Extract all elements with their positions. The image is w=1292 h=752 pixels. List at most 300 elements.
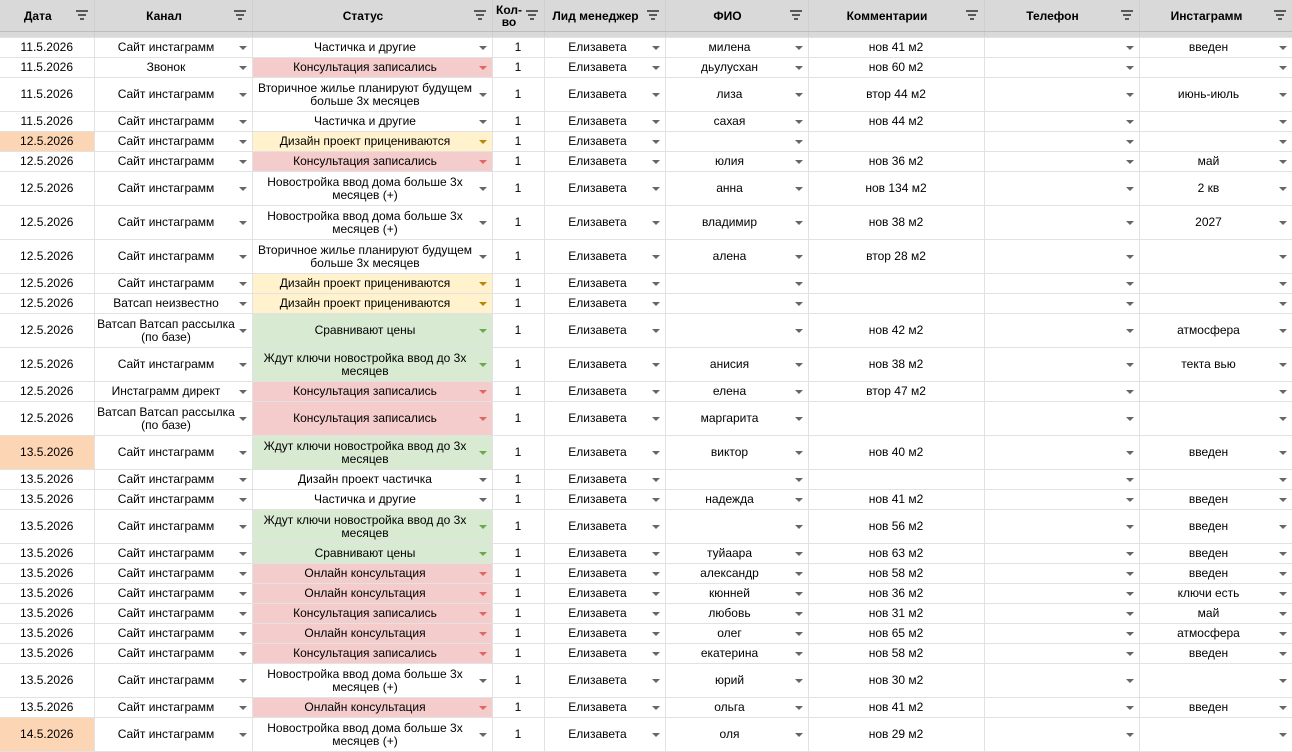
cell-phone[interactable] [984, 132, 1139, 152]
dropdown-arrow-icon[interactable] [1279, 329, 1287, 333]
dropdown-arrow-icon[interactable] [652, 679, 660, 683]
dropdown-arrow-icon[interactable] [652, 187, 660, 191]
cell-phone[interactable] [984, 402, 1139, 436]
cell-phone[interactable] [984, 348, 1139, 382]
cell-manager[interactable] [544, 544, 665, 564]
cell-name[interactable] [665, 294, 808, 314]
cell-name[interactable] [665, 624, 808, 644]
cell-comment[interactable] [808, 58, 984, 78]
cell-phone[interactable] [984, 718, 1139, 752]
dropdown-arrow-icon[interactable] [479, 612, 487, 616]
cell-status[interactable] [252, 470, 492, 490]
cell-comment[interactable] [808, 624, 984, 644]
cell-comment[interactable] [808, 718, 984, 752]
dropdown-arrow-icon[interactable] [795, 329, 803, 333]
dropdown-arrow-icon[interactable] [1279, 498, 1287, 502]
cell-manager[interactable] [544, 58, 665, 78]
cell-name[interactable] [665, 78, 808, 112]
column-header-channel[interactable] [94, 0, 252, 32]
cell-comment[interactable] [808, 470, 984, 490]
cell-name[interactable] [665, 58, 808, 78]
dropdown-arrow-icon[interactable] [239, 733, 247, 737]
cell-insta[interactable] [1139, 698, 1292, 718]
dropdown-arrow-icon[interactable] [652, 93, 660, 97]
dropdown-arrow-icon[interactable] [795, 302, 803, 306]
cell-channel[interactable] [94, 436, 252, 470]
cell-date[interactable] [0, 240, 94, 274]
cell-name[interactable] [665, 490, 808, 510]
cell-manager[interactable] [544, 132, 665, 152]
dropdown-arrow-icon[interactable] [1126, 733, 1134, 737]
dropdown-arrow-icon[interactable] [652, 390, 660, 394]
dropdown-arrow-icon[interactable] [239, 572, 247, 576]
dropdown-arrow-icon[interactable] [795, 93, 803, 97]
cell-insta[interactable] [1139, 58, 1292, 78]
dropdown-arrow-icon[interactable] [795, 46, 803, 50]
dropdown-arrow-icon[interactable] [795, 451, 803, 455]
dropdown-arrow-icon[interactable] [239, 390, 247, 394]
cell-channel[interactable] [94, 584, 252, 604]
cell-phone[interactable] [984, 240, 1139, 274]
dropdown-arrow-icon[interactable] [1279, 255, 1287, 259]
dropdown-arrow-icon[interactable] [652, 66, 660, 70]
dropdown-arrow-icon[interactable] [239, 140, 247, 144]
dropdown-arrow-icon[interactable] [1279, 363, 1287, 367]
dropdown-arrow-icon[interactable] [479, 120, 487, 124]
cell-comment[interactable] [808, 510, 984, 544]
dropdown-arrow-icon[interactable] [1126, 552, 1134, 556]
dropdown-arrow-icon[interactable] [239, 592, 247, 596]
cell-status[interactable] [252, 78, 492, 112]
cell-insta[interactable] [1139, 132, 1292, 152]
cell-channel[interactable] [94, 274, 252, 294]
cell-channel[interactable] [94, 544, 252, 564]
cell-channel[interactable] [94, 698, 252, 718]
dropdown-arrow-icon[interactable] [795, 140, 803, 144]
cell-comment[interactable] [808, 132, 984, 152]
cell-status[interactable] [252, 644, 492, 664]
cell-count[interactable] [492, 78, 544, 112]
dropdown-arrow-icon[interactable] [239, 221, 247, 225]
dropdown-arrow-icon[interactable] [239, 282, 247, 286]
dropdown-arrow-icon[interactable] [1126, 632, 1134, 636]
cell-insta[interactable] [1139, 348, 1292, 382]
dropdown-arrow-icon[interactable] [479, 160, 487, 164]
dropdown-arrow-icon[interactable] [1279, 282, 1287, 286]
dropdown-arrow-icon[interactable] [795, 525, 803, 529]
cell-channel[interactable] [94, 718, 252, 752]
cell-date[interactable] [0, 698, 94, 718]
cell-comment[interactable] [808, 112, 984, 132]
dropdown-arrow-icon[interactable] [652, 221, 660, 225]
dropdown-arrow-icon[interactable] [479, 552, 487, 556]
cell-count[interactable] [492, 402, 544, 436]
filter-icon[interactable] [1121, 10, 1133, 20]
dropdown-arrow-icon[interactable] [795, 498, 803, 502]
cell-channel[interactable] [94, 664, 252, 698]
cell-comment[interactable] [808, 314, 984, 348]
dropdown-arrow-icon[interactable] [652, 255, 660, 259]
cell-phone[interactable] [984, 314, 1139, 348]
cell-name[interactable] [665, 402, 808, 436]
cell-manager[interactable] [544, 470, 665, 490]
dropdown-arrow-icon[interactable] [652, 302, 660, 306]
cell-phone[interactable] [984, 470, 1139, 490]
cell-insta[interactable] [1139, 470, 1292, 490]
cell-phone[interactable] [984, 604, 1139, 624]
dropdown-arrow-icon[interactable] [795, 679, 803, 683]
cell-status[interactable] [252, 664, 492, 698]
cell-channel[interactable] [94, 58, 252, 78]
filter-icon[interactable] [647, 10, 659, 20]
cell-phone[interactable] [984, 382, 1139, 402]
cell-date[interactable] [0, 38, 94, 58]
cell-count[interactable] [492, 38, 544, 58]
cell-phone[interactable] [984, 38, 1139, 58]
dropdown-arrow-icon[interactable] [652, 282, 660, 286]
cell-date[interactable] [0, 382, 94, 402]
cell-date[interactable] [0, 132, 94, 152]
cell-status[interactable] [252, 240, 492, 274]
dropdown-arrow-icon[interactable] [1126, 478, 1134, 482]
cell-channel[interactable] [94, 78, 252, 112]
filter-icon[interactable] [234, 10, 246, 20]
cell-phone[interactable] [984, 436, 1139, 470]
cell-status[interactable] [252, 294, 492, 314]
cell-status[interactable] [252, 490, 492, 510]
cell-manager[interactable] [544, 240, 665, 274]
cell-name[interactable] [665, 348, 808, 382]
cell-count[interactable] [492, 112, 544, 132]
column-header-instagram[interactable] [1139, 0, 1292, 32]
cell-comment[interactable] [808, 78, 984, 112]
cell-comment[interactable] [808, 206, 984, 240]
cell-date[interactable] [0, 544, 94, 564]
dropdown-arrow-icon[interactable] [1126, 592, 1134, 596]
cell-count[interactable] [492, 314, 544, 348]
dropdown-arrow-icon[interactable] [1279, 525, 1287, 529]
dropdown-arrow-icon[interactable] [239, 552, 247, 556]
dropdown-arrow-icon[interactable] [1126, 46, 1134, 50]
cell-insta[interactable] [1139, 382, 1292, 402]
dropdown-arrow-icon[interactable] [1126, 187, 1134, 191]
dropdown-arrow-icon[interactable] [1126, 363, 1134, 367]
dropdown-arrow-icon[interactable] [652, 363, 660, 367]
dropdown-arrow-icon[interactable] [1126, 255, 1134, 259]
dropdown-arrow-icon[interactable] [1126, 390, 1134, 394]
cell-insta[interactable] [1139, 294, 1292, 314]
dropdown-arrow-icon[interactable] [1126, 498, 1134, 502]
cell-phone[interactable] [984, 294, 1139, 314]
cell-count[interactable] [492, 172, 544, 206]
dropdown-arrow-icon[interactable] [239, 187, 247, 191]
dropdown-arrow-icon[interactable] [652, 451, 660, 455]
dropdown-arrow-icon[interactable] [239, 652, 247, 656]
cell-date[interactable] [0, 112, 94, 132]
cell-name[interactable] [665, 314, 808, 348]
cell-insta[interactable] [1139, 436, 1292, 470]
cell-insta[interactable] [1139, 644, 1292, 664]
cell-date[interactable] [0, 564, 94, 584]
cell-count[interactable] [492, 624, 544, 644]
cell-date[interactable] [0, 348, 94, 382]
cell-status[interactable] [252, 314, 492, 348]
dropdown-arrow-icon[interactable] [652, 733, 660, 737]
cell-date[interactable] [0, 152, 94, 172]
dropdown-arrow-icon[interactable] [479, 652, 487, 656]
cell-channel[interactable] [94, 564, 252, 584]
cell-status[interactable] [252, 132, 492, 152]
cell-manager[interactable] [544, 78, 665, 112]
dropdown-arrow-icon[interactable] [652, 417, 660, 421]
dropdown-arrow-icon[interactable] [795, 552, 803, 556]
cell-insta[interactable] [1139, 38, 1292, 58]
cell-channel[interactable] [94, 382, 252, 402]
dropdown-arrow-icon[interactable] [795, 733, 803, 737]
cell-phone[interactable] [984, 624, 1139, 644]
cell-channel[interactable] [94, 490, 252, 510]
cell-phone[interactable] [984, 644, 1139, 664]
cell-count[interactable] [492, 604, 544, 624]
dropdown-arrow-icon[interactable] [479, 363, 487, 367]
cell-insta[interactable] [1139, 584, 1292, 604]
cell-name[interactable] [665, 698, 808, 718]
cell-channel[interactable] [94, 402, 252, 436]
dropdown-arrow-icon[interactable] [1279, 120, 1287, 124]
cell-status[interactable] [252, 172, 492, 206]
cell-status[interactable] [252, 402, 492, 436]
cell-phone[interactable] [984, 152, 1139, 172]
column-header-count[interactable] [492, 0, 544, 32]
cell-manager[interactable] [544, 564, 665, 584]
cell-date[interactable] [0, 58, 94, 78]
dropdown-arrow-icon[interactable] [1279, 572, 1287, 576]
cell-manager[interactable] [544, 584, 665, 604]
cell-insta[interactable] [1139, 510, 1292, 544]
cell-phone[interactable] [984, 564, 1139, 584]
dropdown-arrow-icon[interactable] [479, 478, 487, 482]
dropdown-arrow-icon[interactable] [795, 652, 803, 656]
cell-date[interactable] [0, 664, 94, 698]
cell-phone[interactable] [984, 698, 1139, 718]
dropdown-arrow-icon[interactable] [239, 66, 247, 70]
cell-comment[interactable] [808, 274, 984, 294]
dropdown-arrow-icon[interactable] [1279, 160, 1287, 164]
cell-phone[interactable] [984, 584, 1139, 604]
cell-name[interactable] [665, 718, 808, 752]
dropdown-arrow-icon[interactable] [795, 282, 803, 286]
cell-status[interactable] [252, 112, 492, 132]
cell-phone[interactable] [984, 544, 1139, 564]
cell-manager[interactable] [544, 624, 665, 644]
cell-count[interactable] [492, 544, 544, 564]
dropdown-arrow-icon[interactable] [479, 282, 487, 286]
cell-count[interactable] [492, 274, 544, 294]
cell-manager[interactable] [544, 402, 665, 436]
dropdown-arrow-icon[interactable] [1126, 302, 1134, 306]
dropdown-arrow-icon[interactable] [1126, 93, 1134, 97]
cell-insta[interactable] [1139, 718, 1292, 752]
cell-insta[interactable] [1139, 206, 1292, 240]
cell-phone[interactable] [984, 664, 1139, 698]
cell-status[interactable] [252, 382, 492, 402]
cell-insta[interactable] [1139, 664, 1292, 698]
dropdown-arrow-icon[interactable] [1279, 592, 1287, 596]
cell-count[interactable] [492, 490, 544, 510]
dropdown-arrow-icon[interactable] [795, 417, 803, 421]
dropdown-arrow-icon[interactable] [1279, 632, 1287, 636]
cell-comment[interactable] [808, 152, 984, 172]
dropdown-arrow-icon[interactable] [479, 255, 487, 259]
dropdown-arrow-icon[interactable] [795, 160, 803, 164]
dropdown-arrow-icon[interactable] [795, 255, 803, 259]
cell-status[interactable] [252, 348, 492, 382]
dropdown-arrow-icon[interactable] [1279, 66, 1287, 70]
dropdown-arrow-icon[interactable] [239, 46, 247, 50]
filter-icon[interactable] [790, 10, 802, 20]
cell-manager[interactable] [544, 152, 665, 172]
cell-comment[interactable] [808, 544, 984, 564]
cell-insta[interactable] [1139, 604, 1292, 624]
cell-insta[interactable] [1139, 274, 1292, 294]
dropdown-arrow-icon[interactable] [479, 93, 487, 97]
dropdown-arrow-icon[interactable] [479, 706, 487, 710]
cell-name[interactable] [665, 382, 808, 402]
dropdown-arrow-icon[interactable] [1279, 93, 1287, 97]
cell-manager[interactable] [544, 172, 665, 206]
cell-date[interactable] [0, 584, 94, 604]
cell-status[interactable] [252, 206, 492, 240]
cell-manager[interactable] [544, 718, 665, 752]
dropdown-arrow-icon[interactable] [652, 592, 660, 596]
cell-count[interactable] [492, 510, 544, 544]
cell-phone[interactable] [984, 206, 1139, 240]
cell-channel[interactable] [94, 112, 252, 132]
dropdown-arrow-icon[interactable] [1279, 612, 1287, 616]
dropdown-arrow-icon[interactable] [239, 478, 247, 482]
cell-status[interactable] [252, 274, 492, 294]
dropdown-arrow-icon[interactable] [652, 612, 660, 616]
cell-manager[interactable] [544, 644, 665, 664]
cell-comment[interactable] [808, 402, 984, 436]
dropdown-arrow-icon[interactable] [652, 652, 660, 656]
cell-manager[interactable] [544, 382, 665, 402]
cell-date[interactable] [0, 294, 94, 314]
dropdown-arrow-icon[interactable] [1279, 302, 1287, 306]
cell-name[interactable] [665, 584, 808, 604]
cell-insta[interactable] [1139, 172, 1292, 206]
cell-name[interactable] [665, 38, 808, 58]
dropdown-arrow-icon[interactable] [1126, 120, 1134, 124]
dropdown-arrow-icon[interactable] [239, 632, 247, 636]
cell-insta[interactable] [1139, 112, 1292, 132]
cell-comment[interactable] [808, 564, 984, 584]
cell-phone[interactable] [984, 78, 1139, 112]
cell-manager[interactable] [544, 604, 665, 624]
dropdown-arrow-icon[interactable] [795, 66, 803, 70]
dropdown-arrow-icon[interactable] [795, 363, 803, 367]
cell-insta[interactable] [1139, 624, 1292, 644]
dropdown-arrow-icon[interactable] [239, 706, 247, 710]
cell-date[interactable] [0, 624, 94, 644]
cell-manager[interactable] [544, 490, 665, 510]
cell-comment[interactable] [808, 584, 984, 604]
cell-name[interactable] [665, 664, 808, 698]
dropdown-arrow-icon[interactable] [795, 592, 803, 596]
dropdown-arrow-icon[interactable] [1279, 417, 1287, 421]
filter-icon[interactable] [966, 10, 978, 20]
dropdown-arrow-icon[interactable] [239, 255, 247, 259]
cell-comment[interactable] [808, 698, 984, 718]
cell-manager[interactable] [544, 274, 665, 294]
cell-manager[interactable] [544, 664, 665, 698]
dropdown-arrow-icon[interactable] [1279, 221, 1287, 225]
filter-icon[interactable] [76, 10, 88, 20]
dropdown-arrow-icon[interactable] [652, 552, 660, 556]
dropdown-arrow-icon[interactable] [1279, 706, 1287, 710]
cell-count[interactable] [492, 470, 544, 490]
dropdown-arrow-icon[interactable] [239, 302, 247, 306]
cell-manager[interactable] [544, 206, 665, 240]
dropdown-arrow-icon[interactable] [1126, 140, 1134, 144]
column-header-comment[interactable] [808, 0, 984, 32]
cell-insta[interactable] [1139, 564, 1292, 584]
cell-name[interactable] [665, 132, 808, 152]
dropdown-arrow-icon[interactable] [239, 612, 247, 616]
cell-name[interactable] [665, 564, 808, 584]
cell-name[interactable] [665, 172, 808, 206]
dropdown-arrow-icon[interactable] [479, 302, 487, 306]
dropdown-arrow-icon[interactable] [1279, 390, 1287, 394]
cell-date[interactable] [0, 470, 94, 490]
cell-phone[interactable] [984, 510, 1139, 544]
cell-date[interactable] [0, 436, 94, 470]
dropdown-arrow-icon[interactable] [652, 572, 660, 576]
cell-count[interactable] [492, 152, 544, 172]
cell-channel[interactable] [94, 240, 252, 274]
dropdown-arrow-icon[interactable] [1279, 552, 1287, 556]
cell-insta[interactable] [1139, 402, 1292, 436]
cell-comment[interactable] [808, 382, 984, 402]
dropdown-arrow-icon[interactable] [239, 160, 247, 164]
cell-status[interactable] [252, 624, 492, 644]
cell-channel[interactable] [94, 314, 252, 348]
cell-manager[interactable] [544, 38, 665, 58]
cell-channel[interactable] [94, 152, 252, 172]
dropdown-arrow-icon[interactable] [479, 525, 487, 529]
dropdown-arrow-icon[interactable] [1126, 417, 1134, 421]
cell-phone[interactable] [984, 112, 1139, 132]
dropdown-arrow-icon[interactable] [479, 592, 487, 596]
dropdown-arrow-icon[interactable] [479, 66, 487, 70]
cell-name[interactable] [665, 604, 808, 624]
cell-phone[interactable] [984, 274, 1139, 294]
dropdown-arrow-icon[interactable] [1279, 451, 1287, 455]
dropdown-arrow-icon[interactable] [652, 120, 660, 124]
cell-phone[interactable] [984, 172, 1139, 206]
cell-count[interactable] [492, 698, 544, 718]
dropdown-arrow-icon[interactable] [479, 632, 487, 636]
cell-comment[interactable] [808, 172, 984, 206]
cell-insta[interactable] [1139, 152, 1292, 172]
dropdown-arrow-icon[interactable] [1126, 652, 1134, 656]
dropdown-arrow-icon[interactable] [239, 93, 247, 97]
cell-count[interactable] [492, 206, 544, 240]
dropdown-arrow-icon[interactable] [1126, 282, 1134, 286]
cell-comment[interactable] [808, 38, 984, 58]
dropdown-arrow-icon[interactable] [1279, 140, 1287, 144]
dropdown-arrow-icon[interactable] [1126, 329, 1134, 333]
